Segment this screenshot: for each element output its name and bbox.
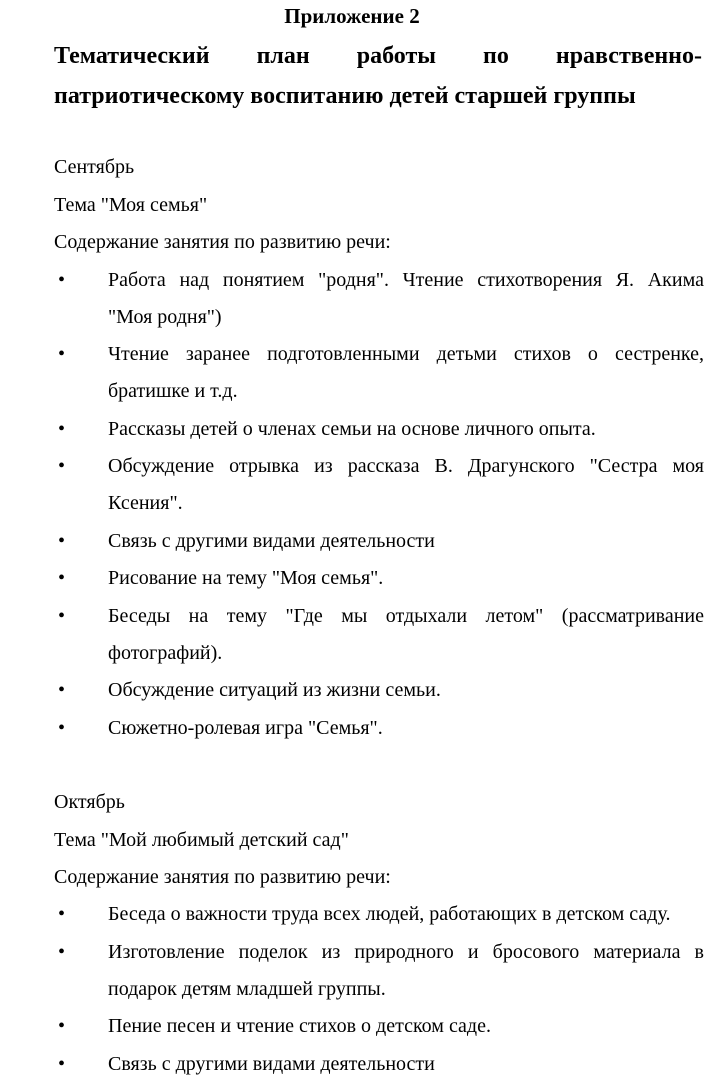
title-line-1: Тематический план работы по нравственно- [54, 43, 702, 69]
bullet-icon: • [58, 679, 66, 701]
bullet-icon: • [58, 941, 66, 963]
document-title [54, 36, 702, 116]
bullet-icon: • [58, 530, 66, 552]
content-heading-october: Содержание занятия по развитию речи: [54, 866, 391, 888]
bullet-icon: • [58, 343, 66, 365]
bullet-icon: • [58, 1015, 66, 1037]
bullet-icon: • [58, 269, 66, 291]
bullet-icon: • [58, 1053, 66, 1075]
bullet-icon: • [58, 567, 66, 589]
theme-september: Тема "Моя семья" [54, 194, 208, 216]
bullet-icon: • [58, 903, 66, 925]
bullet-icon: • [58, 717, 66, 739]
month-september: Сентябрь [54, 156, 135, 178]
appendix-label: Приложение 2 [284, 4, 420, 28]
content-heading-september: Содержание занятия по развитию речи: [54, 231, 391, 253]
theme-october: Тема "Мой любимый детский сад" [54, 829, 349, 851]
month-october: Октябрь [54, 791, 125, 813]
title-line-2: патриотическому воспитанию детей старшей группы [54, 83, 636, 109]
bullet-icon: • [58, 455, 66, 477]
bullet-icon: • [58, 605, 66, 627]
bullet-icon: • [58, 418, 66, 440]
